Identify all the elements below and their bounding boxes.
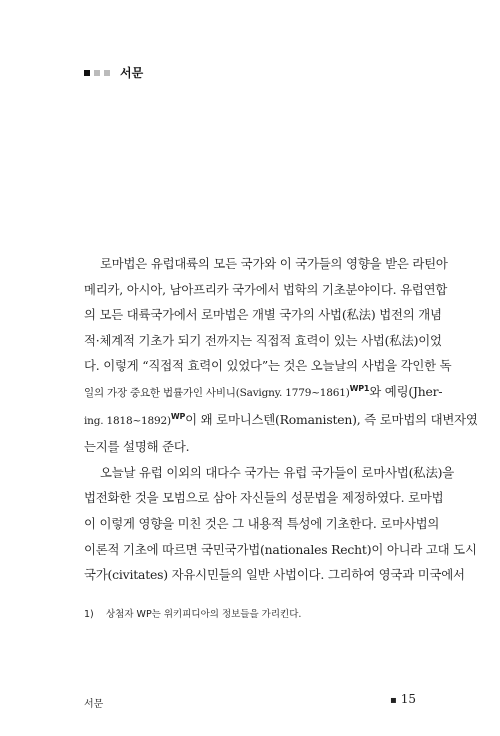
footnote xyxy=(84,606,301,620)
body-line-text: 와 예링(Jher- xyxy=(369,383,443,399)
body-line: 의 모든 대륙국가에서 로마법은 개별 국가의 사법(私法) 법전의 개념 xyxy=(84,307,442,323)
body-line: 법전화한 것을 모범으로 삼아 자신들의 성문법을 제정하였다. 로마법 xyxy=(84,490,444,506)
footnote-marker: WP xyxy=(170,411,186,421)
body-line-text: ing. 1818~1892) xyxy=(84,414,171,427)
footer-section: 서문 xyxy=(84,699,104,710)
body-line: 이론적 기초에 따르면 국민국가법(nationales Recht)이 아니라 고대 도시 xyxy=(84,541,477,557)
body-text xyxy=(84,251,478,588)
body-line-text: 일의 가장 중요한 법률가인 사비니(Savigny. 1779~1861) xyxy=(84,386,350,399)
header-square-icon xyxy=(94,70,100,76)
body-line: 로마법은 유럽대륙의 모든 국가와 이 국가들의 영향을 받은 라틴아 xyxy=(100,256,448,271)
body-line xyxy=(84,379,443,407)
footnote-number: 1) xyxy=(84,609,94,620)
body-line: 적·체계적 기초가 되기 전까지는 직접적 효력이 있는 사법(私法)이었 xyxy=(84,332,442,348)
body-line: 이 이렇게 영향을 미친 것은 그 내용적 특성에 기초한다. 로마사법의 xyxy=(84,515,440,531)
page-number-value: 15 xyxy=(400,692,416,706)
body-line: 는지를 설명해 준다. xyxy=(84,439,190,455)
page-number xyxy=(390,692,416,706)
header-title: 서문 xyxy=(120,66,144,80)
body-line: 오늘날 유럽 이외의 대다수 국가는 유럽 국가들이 로마사법(私法)을 xyxy=(100,464,455,480)
body-line: 다. 이렇게 “직접적 효력이 있었다”는 것은 오늘날의 사법을 각인한 독 xyxy=(84,358,452,374)
footnote-marker: WP1 xyxy=(349,383,370,393)
body-line: 국가(civitates) 자유시민들의 일반 사법이다. 그리하여 영국과 미국에서 xyxy=(84,567,465,583)
bullet-icon: ▪ xyxy=(389,695,397,706)
header-square-icon xyxy=(84,70,90,76)
header-square-icon xyxy=(104,70,110,76)
running-header xyxy=(84,64,143,81)
body-line: 메리카, 아시아, 남아프리카 국가에서 법학의 기초분야이다. 유럽연합 xyxy=(84,281,448,297)
footnote-text: 상첨자 WP는 위키피디아의 정보들을 가리킨다. xyxy=(106,609,302,620)
body-line-text: 이 왜 로마니스텐(Romanisten), 즉 로마법의 대변자였 xyxy=(185,411,478,427)
body-line xyxy=(84,407,478,435)
